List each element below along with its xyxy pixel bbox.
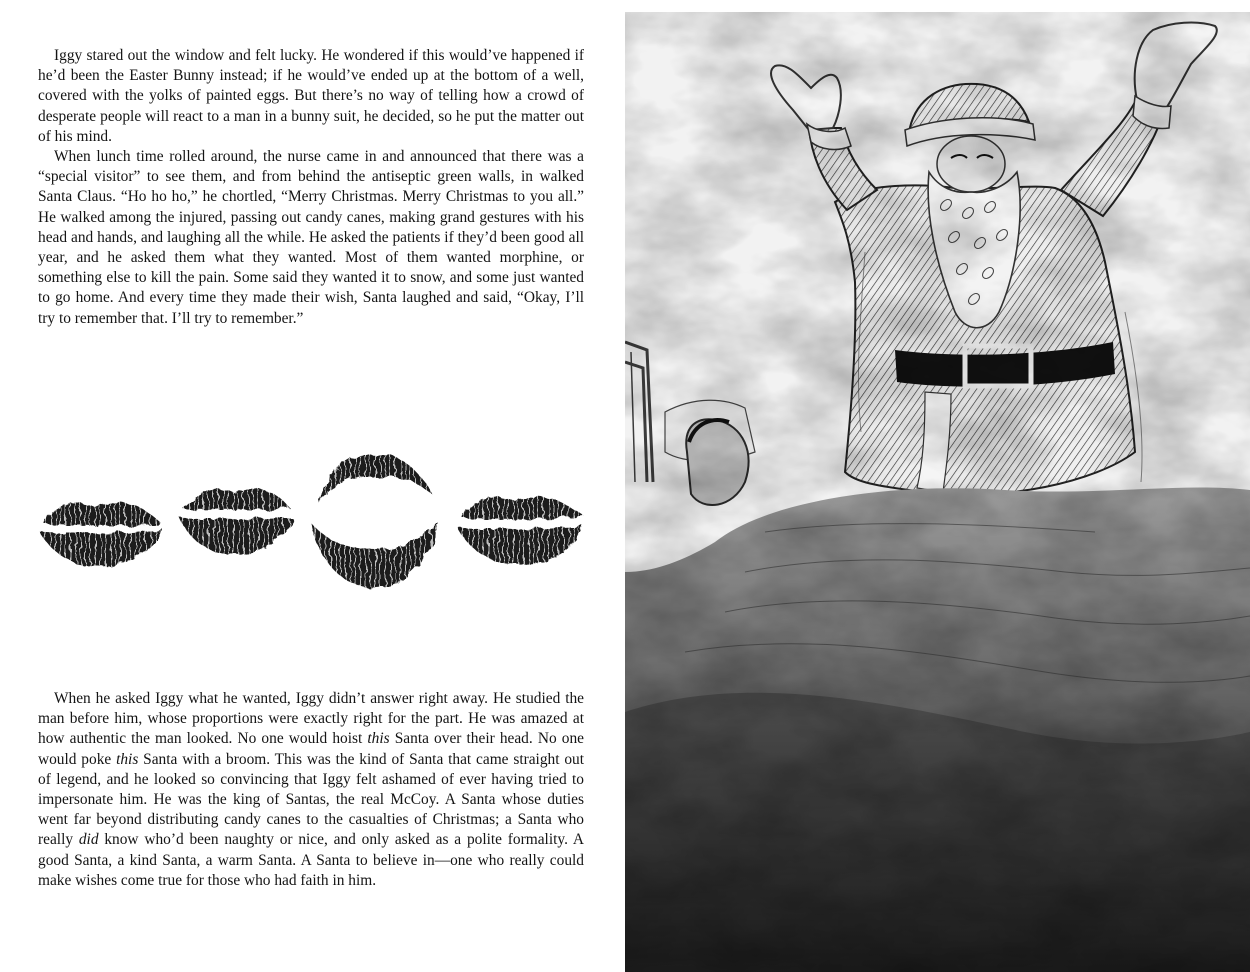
right-page-illustration: [625, 12, 1250, 972]
kiss-print: [458, 497, 584, 564]
upper-text-block: [38, 46, 584, 329]
paragraph: [38, 689, 584, 891]
paragraph: [38, 147, 584, 329]
kiss-print: [40, 502, 164, 566]
text-segment: Santa with a broom. This was the kind of Santa that came straight out of legend, and he looked so convincing that Iggy felt ashamed of ever having tried to impersonate him. He was the king of Santas, the real McCoy. A Santa whose duties went far beyond distributing candy canes to the casualties of Christmas; a Santa who really: [38, 750, 585, 849]
text-segment: Iggy stared out the window and felt lucky. He wondered if this would’ve happened if he’d been the Easter Bunny instead; if he would’ve ended up at the bottom of a well, covered with the yolks of painted eggs. But there’s no way of telling how a crowd of desperate people will react to a man in a bunny suit, he decided, so he put the matter out of his mind.: [38, 47, 584, 145]
kiss-print: [312, 454, 438, 588]
text-segment: know who’d been naughty or nice, and only asked as a polite formality. A good Santa, a kind Santa, a warm Santa. A Santa to believe in—one who really could make wishes come true for those who had faith in him.: [38, 831, 584, 889]
kiss-prints: [28, 432, 600, 600]
italic-text-segment: this: [116, 750, 139, 768]
text-segment: When he asked Iggy what he wanted, Iggy didn’t answer right away. He studied the man before him, whose proportions were exactly right for the part. He was amazed at how authentic the man looked. No one would hoist: [38, 690, 584, 748]
lower-text-block: [38, 689, 584, 891]
paragraph: [38, 46, 584, 147]
santa-hospital-illustration: [625, 12, 1250, 972]
kiss-prints-illustration: [28, 432, 600, 600]
italic-text-segment: did: [78, 831, 99, 849]
kiss-print: [180, 489, 294, 554]
text-segment: Santa over their head. No one would poke: [38, 730, 584, 768]
italic-text-segment: this: [367, 730, 390, 748]
text-segment: When lunch time rolled around, the nurse came in and announced that there was a “special visitor” to see them, and from behind the antiseptic green walls, in walked Santa Claus. “Ho ho ho,” he chortled, “Merry Christmas. Merry Christmas to you all.” He walked among the injured, passing out candy canes, making grand gestures with his head and hands, and laughing all the while. He asked the patients if they’d been good all year, and he asked them what they wanted. Most of them wanted morphine, or something else to kill the pain. Some said they wanted it to snow, and some just wanted to go home. And every time they made their wish, Santa laughed and said, “Okay, I’ll try to remember that. I’ll try to remember.”: [38, 148, 584, 327]
